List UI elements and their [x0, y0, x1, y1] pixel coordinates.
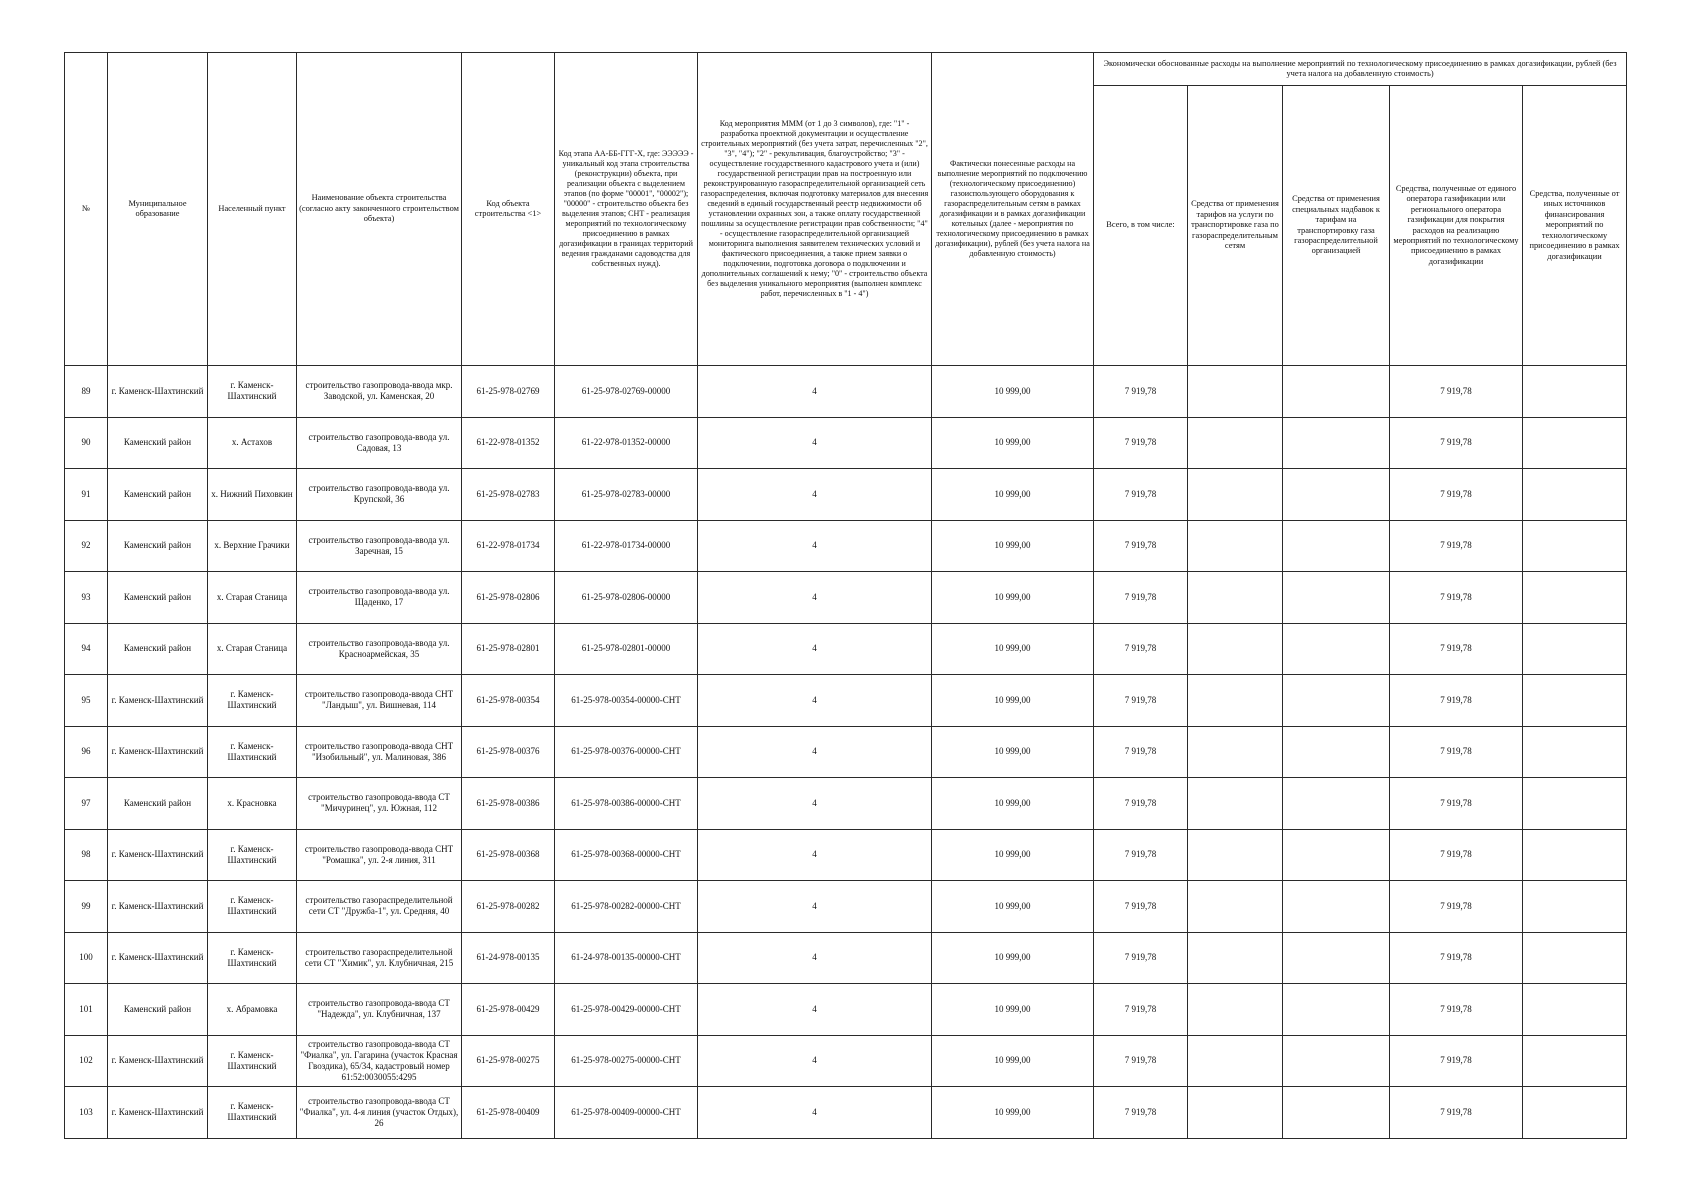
cell-object-code: 61-25-978-02801 [462, 623, 555, 675]
cell-object-code: 61-25-978-00354 [462, 675, 555, 727]
cell-object-name: строительство газопровода-ввода ул. Красноармейская, 35 [297, 623, 462, 675]
header-other-funds: Средства, полученные от иных источников финансирования мероприятий по технологическому присоединению в рамках догазификации [1523, 86, 1627, 366]
cell-actual-costs: 10 999,00 [932, 417, 1094, 469]
cell-settlement: х. Верхние Грачики [208, 520, 297, 572]
cell-num: 98 [65, 829, 108, 881]
cell-object-code: 61-25-978-00376 [462, 726, 555, 778]
cell-total: 7 919,78 [1094, 469, 1188, 521]
cell-total: 7 919,78 [1094, 366, 1188, 418]
header-operator-funds: Средства, полученные от единого оператора газификации или регионального оператора газификации для покрытия расходов на реализацию мероприятий по технологическому присоединению в рамках догазификации [1390, 86, 1523, 366]
cell-stage-code: 61-25-978-00386-00000-СНТ [555, 778, 698, 830]
cell-tariff-funds [1188, 1035, 1283, 1087]
cell-actual-costs: 10 999,00 [932, 984, 1094, 1036]
cell-object-code: 61-22-978-01352 [462, 417, 555, 469]
cell-tariff-funds [1188, 932, 1283, 984]
table-row [65, 881, 1627, 933]
cell-actual-costs: 10 999,00 [932, 520, 1094, 572]
table-row [65, 469, 1627, 521]
cell-other-funds [1523, 726, 1627, 778]
cell-object-name: строительство газопровода-ввода СТ "Фиалка", ул. 4-я линия (участок Отдых), 26 [297, 1087, 462, 1139]
cell-tariff-funds [1188, 829, 1283, 881]
table-row [65, 778, 1627, 830]
cell-settlement: г. Каменск-Шахтинский [208, 1087, 297, 1139]
cell-operator-funds: 7 919,78 [1390, 726, 1523, 778]
cell-other-funds [1523, 572, 1627, 624]
cell-stage-code: 61-25-978-02783-00000 [555, 469, 698, 521]
cell-object-code: 61-25-978-00429 [462, 984, 555, 1036]
cell-municipality: г. Каменск-Шахтинский [108, 829, 208, 881]
cell-tariff-funds [1188, 623, 1283, 675]
cell-num: 102 [65, 1035, 108, 1087]
cell-other-funds [1523, 623, 1627, 675]
cell-object-code: 61-25-978-00275 [462, 1035, 555, 1087]
cell-tariff-funds [1188, 417, 1283, 469]
cell-total: 7 919,78 [1094, 881, 1188, 933]
cell-object-name: строительство газопровода-ввода мкр. Заводской, ул. Каменская, 20 [297, 366, 462, 418]
cell-surcharge-funds [1283, 623, 1390, 675]
cell-activity-code: 4 [698, 829, 932, 881]
cell-object-name: строительство газопровода-ввода СТ "Фиалка", ул. Гагарина (участок Красная Гвоздика), 65/34, кадастровый номер 61:52:0030055:4295 [297, 1035, 462, 1087]
cell-num: 90 [65, 417, 108, 469]
cell-operator-funds: 7 919,78 [1390, 366, 1523, 418]
cell-tariff-funds [1188, 469, 1283, 521]
cell-object-code: 61-25-978-00386 [462, 778, 555, 830]
cell-stage-code: 61-25-978-00409-00000-СНТ [555, 1087, 698, 1139]
table-row [65, 726, 1627, 778]
cell-num: 101 [65, 984, 108, 1036]
cell-settlement: х. Красновка [208, 778, 297, 830]
cell-activity-code: 4 [698, 623, 932, 675]
header-stage-code: Код этапа АА-ББ-ГГГ-Х, где: ЭЭЭЭЭ - уникальный код этапа строительства (реконструкции) объекта, при реализации объекта с выделением этапов (по форме "00001", "00002"); "00000" - строительство объекта без выделения этапов; СНТ - реализация мероприятий по технологическому присоединению в рамках догазификации в границах территорий ведения гражданами садоводства для собственных нужд). [555, 53, 698, 366]
cell-tariff-funds [1188, 984, 1283, 1036]
cell-operator-funds: 7 919,78 [1390, 778, 1523, 830]
cell-stage-code: 61-25-978-00275-00000-СНТ [555, 1035, 698, 1087]
cell-total: 7 919,78 [1094, 417, 1188, 469]
cell-stage-code: 61-22-978-01352-00000 [555, 417, 698, 469]
cell-object-name: строительство газораспределительной сети СТ "Дружба-1", ул. Средняя, 40 [297, 881, 462, 933]
cell-operator-funds: 7 919,78 [1390, 469, 1523, 521]
cell-stage-code: 61-25-978-00282-00000-СНТ [555, 881, 698, 933]
cell-settlement: г. Каменск-Шахтинский [208, 726, 297, 778]
cell-object-name: строительство газопровода-ввода ул. Крупской, 36 [297, 469, 462, 521]
cell-surcharge-funds [1283, 881, 1390, 933]
table-row [65, 623, 1627, 675]
cell-object-name: строительство газопровода-ввода СНТ "Ландыш", ул. Вишневая, 114 [297, 675, 462, 727]
header-total: Всего, в том числе: [1094, 86, 1188, 366]
header-surcharge-funds: Средства от применения специальных надбавок к тарифам на транспортировку газа газораспределительной организацией [1283, 86, 1390, 366]
cell-total: 7 919,78 [1094, 1087, 1188, 1139]
cell-surcharge-funds [1283, 1035, 1390, 1087]
cell-operator-funds: 7 919,78 [1390, 623, 1523, 675]
cell-total: 7 919,78 [1094, 829, 1188, 881]
cell-settlement: г. Каменск-Шахтинский [208, 1035, 297, 1087]
header-municipality: Муниципальное образование [108, 53, 208, 366]
cell-num: 94 [65, 623, 108, 675]
table-row [65, 417, 1627, 469]
cell-actual-costs: 10 999,00 [932, 829, 1094, 881]
cell-stage-code: 61-25-978-00354-00000-СНТ [555, 675, 698, 727]
table-row [65, 572, 1627, 624]
cell-object-code: 61-24-978-00135 [462, 932, 555, 984]
cell-municipality: Каменский район [108, 469, 208, 521]
cell-object-code: 61-25-978-00282 [462, 881, 555, 933]
cell-actual-costs: 10 999,00 [932, 881, 1094, 933]
cell-surcharge-funds [1283, 572, 1390, 624]
cell-municipality: г. Каменск-Шахтинский [108, 881, 208, 933]
cell-surcharge-funds [1283, 417, 1390, 469]
cell-actual-costs: 10 999,00 [932, 623, 1094, 675]
cell-operator-funds: 7 919,78 [1390, 520, 1523, 572]
cell-stage-code: 61-22-978-01734-00000 [555, 520, 698, 572]
cell-num: 103 [65, 1087, 108, 1139]
cell-tariff-funds [1188, 778, 1283, 830]
cell-tariff-funds [1188, 675, 1283, 727]
cell-total: 7 919,78 [1094, 932, 1188, 984]
cell-other-funds [1523, 417, 1627, 469]
header-tariff-funds: Средства от применения тарифов на услуги по транспортировке газа по газораспределительным сетям [1188, 86, 1283, 366]
cell-total: 7 919,78 [1094, 778, 1188, 830]
cell-total: 7 919,78 [1094, 675, 1188, 727]
cell-stage-code: 61-24-978-00135-00000-СНТ [555, 932, 698, 984]
cell-total: 7 919,78 [1094, 572, 1188, 624]
cell-surcharge-funds [1283, 675, 1390, 727]
cell-tariff-funds [1188, 572, 1283, 624]
cell-object-name: строительство газопровода-ввода ул. Заречная, 15 [297, 520, 462, 572]
cell-municipality: г. Каменск-Шахтинский [108, 932, 208, 984]
cell-municipality: Каменский район [108, 623, 208, 675]
cell-tariff-funds [1188, 520, 1283, 572]
cell-operator-funds: 7 919,78 [1390, 984, 1523, 1036]
cell-municipality: г. Каменск-Шахтинский [108, 366, 208, 418]
cell-surcharge-funds [1283, 520, 1390, 572]
cell-operator-funds: 7 919,78 [1390, 417, 1523, 469]
cell-activity-code: 4 [698, 417, 932, 469]
cell-other-funds [1523, 366, 1627, 418]
table-row [65, 1087, 1627, 1139]
cell-object-code: 61-25-978-02783 [462, 469, 555, 521]
cell-tariff-funds [1188, 366, 1283, 418]
cell-other-funds [1523, 1087, 1627, 1139]
cell-settlement: г. Каменск-Шахтинский [208, 675, 297, 727]
cell-municipality: г. Каменск-Шахтинский [108, 726, 208, 778]
cell-operator-funds: 7 919,78 [1390, 932, 1523, 984]
cell-stage-code: 61-25-978-00429-00000-СНТ [555, 984, 698, 1036]
cell-operator-funds: 7 919,78 [1390, 881, 1523, 933]
header-object-name: Наименование объекта строительства (согласно акту законченного строительством объекта) [297, 53, 462, 366]
cell-surcharge-funds [1283, 366, 1390, 418]
cell-other-funds [1523, 675, 1627, 727]
table-body [65, 366, 1627, 1139]
cell-municipality: г. Каменск-Шахтинский [108, 675, 208, 727]
cell-activity-code: 4 [698, 726, 932, 778]
cell-object-code: 61-25-978-02769 [462, 366, 555, 418]
cell-settlement: х. Астахов [208, 417, 297, 469]
cell-actual-costs: 10 999,00 [932, 1087, 1094, 1139]
cell-other-funds [1523, 829, 1627, 881]
cell-municipality: Каменский район [108, 984, 208, 1036]
cell-operator-funds: 7 919,78 [1390, 572, 1523, 624]
table-row [65, 675, 1627, 727]
cell-municipality: г. Каменск-Шахтинский [108, 1035, 208, 1087]
cell-stage-code: 61-25-978-02806-00000 [555, 572, 698, 624]
cell-settlement: г. Каменск-Шахтинский [208, 932, 297, 984]
cell-num: 100 [65, 932, 108, 984]
cell-surcharge-funds [1283, 984, 1390, 1036]
cell-other-funds [1523, 984, 1627, 1036]
cell-num: 93 [65, 572, 108, 624]
cell-surcharge-funds [1283, 932, 1390, 984]
cell-other-funds [1523, 881, 1627, 933]
cell-actual-costs: 10 999,00 [932, 366, 1094, 418]
cell-object-name: строительство газораспределительной сети СТ "Химик", ул. Клубничная, 215 [297, 932, 462, 984]
cost-table [64, 52, 1627, 1139]
cell-activity-code: 4 [698, 572, 932, 624]
cell-actual-costs: 10 999,00 [932, 932, 1094, 984]
cell-stage-code: 61-25-978-00368-00000-СНТ [555, 829, 698, 881]
cell-object-code: 61-25-978-02806 [462, 572, 555, 624]
cell-num: 96 [65, 726, 108, 778]
cell-activity-code: 4 [698, 1087, 932, 1139]
table-row [65, 1035, 1627, 1087]
cell-num: 91 [65, 469, 108, 521]
cell-settlement: г. Каменск-Шахтинский [208, 366, 297, 418]
header-actual-costs: Фактически понесенные расходы на выполнение мероприятий по подключению (технологическому присоединению) газоиспользующего оборудования к газораспределительным сетям в рамках догазификации и в рамках догазификации котельных (далее - мероприятия по технологическому присоединению в рамках догазификации), рублей (без учета налога на добавленную стоимость) [932, 53, 1094, 366]
cell-num: 97 [65, 778, 108, 830]
cell-operator-funds: 7 919,78 [1390, 1035, 1523, 1087]
cell-actual-costs: 10 999,00 [932, 778, 1094, 830]
cell-stage-code: 61-25-978-02801-00000 [555, 623, 698, 675]
table-row [65, 829, 1627, 881]
cell-other-funds [1523, 520, 1627, 572]
cell-stage-code: 61-25-978-00376-00000-СНТ [555, 726, 698, 778]
cell-settlement: х. Старая Станица [208, 623, 297, 675]
cell-operator-funds: 7 919,78 [1390, 675, 1523, 727]
cell-object-name: строительство газопровода-ввода СНТ "Изобильный", ул. Малиновая, 386 [297, 726, 462, 778]
cell-total: 7 919,78 [1094, 1035, 1188, 1087]
cell-actual-costs: 10 999,00 [932, 675, 1094, 727]
cell-activity-code: 4 [698, 675, 932, 727]
cell-object-code: 61-25-978-00368 [462, 829, 555, 881]
cell-tariff-funds [1188, 1087, 1283, 1139]
cell-total: 7 919,78 [1094, 623, 1188, 675]
cell-surcharge-funds [1283, 469, 1390, 521]
cell-settlement: г. Каменск-Шахтинский [208, 881, 297, 933]
cell-municipality: Каменский район [108, 417, 208, 469]
header-num: № [65, 53, 108, 366]
cell-activity-code: 4 [698, 932, 932, 984]
cell-activity-code: 4 [698, 881, 932, 933]
table-row [65, 984, 1627, 1036]
cell-other-funds [1523, 932, 1627, 984]
cell-num: 95 [65, 675, 108, 727]
cell-settlement: х. Нижний Пиховкин [208, 469, 297, 521]
cell-operator-funds: 7 919,78 [1390, 1087, 1523, 1139]
cell-tariff-funds [1188, 881, 1283, 933]
cell-actual-costs: 10 999,00 [932, 1035, 1094, 1087]
cell-object-name: строительство газопровода-ввода СТ "Надежда", ул. Клубничная, 137 [297, 984, 462, 1036]
cell-object-name: строительство газопровода-ввода СТ "Мичуринец", ул. Южная, 112 [297, 778, 462, 830]
cell-tariff-funds [1188, 726, 1283, 778]
cell-activity-code: 4 [698, 1035, 932, 1087]
cell-settlement: х. Абрамовка [208, 984, 297, 1036]
cell-object-code: 61-22-978-01734 [462, 520, 555, 572]
cell-num: 99 [65, 881, 108, 933]
cell-actual-costs: 10 999,00 [932, 726, 1094, 778]
cell-municipality: Каменский район [108, 572, 208, 624]
cell-operator-funds: 7 919,78 [1390, 829, 1523, 881]
cell-activity-code: 4 [698, 520, 932, 572]
cell-total: 7 919,78 [1094, 726, 1188, 778]
cell-municipality: Каменский район [108, 520, 208, 572]
table-row [65, 932, 1627, 984]
cell-other-funds [1523, 1035, 1627, 1087]
cell-other-funds [1523, 778, 1627, 830]
cell-surcharge-funds [1283, 778, 1390, 830]
table-row [65, 366, 1627, 418]
cell-other-funds [1523, 469, 1627, 521]
header-activity-code: Код мероприятия МММ (от 1 до 3 символов), где: "1" - разработка проектной документации и осуществление строительных мероприятий (без учета затрат, перечисленных "2", "3", "4"); "2" - рекультивация, благоустройство; "3" - осуществление государственного кадастрового учета и (или) государственной регистрации прав на построенную или реконструированную газораспределительной организацией сеть газораспределения, включая подготовку материалов для внесения сведений в единый государственный реестр недвижимости об установлении охранных зон, а также оплату государственной пошлины за осуществление регистрации прав собственности; "4" - осуществление газораспределительной организацией мониторинга выполнения заявителем технических условий и фактического присоединения, а также прием заявки о подключении, подготовка договора о подключении и дополнительных соглашений к нему; "0" - строительство объекта без выделения уникального мероприятия (выполнен комплекс работ, перечисленных в "1 - 4") [698, 53, 932, 366]
cell-object-name: строительство газопровода-ввода СНТ "Ромашка", ул. 2-я линия, 311 [297, 829, 462, 881]
table-header [65, 53, 1627, 366]
cell-activity-code: 4 [698, 984, 932, 1036]
cell-surcharge-funds [1283, 1087, 1390, 1139]
header-object-code: Код объекта строительства <1> [462, 53, 555, 366]
cell-stage-code: 61-25-978-02769-00000 [555, 366, 698, 418]
cell-activity-code: 4 [698, 366, 932, 418]
cell-municipality: г. Каменск-Шахтинский [108, 1087, 208, 1139]
cell-actual-costs: 10 999,00 [932, 469, 1094, 521]
header-settlement: Населенный пункт [208, 53, 297, 366]
cell-municipality: Каменский район [108, 778, 208, 830]
cell-object-name: строительство газопровода-ввода ул. Щаденко, 17 [297, 572, 462, 624]
cell-actual-costs: 10 999,00 [932, 572, 1094, 624]
table-row [65, 520, 1627, 572]
cell-settlement: г. Каменск-Шахтинский [208, 829, 297, 881]
cell-object-code: 61-25-978-00409 [462, 1087, 555, 1139]
cell-activity-code: 4 [698, 778, 932, 830]
cell-activity-code: 4 [698, 469, 932, 521]
cell-total: 7 919,78 [1094, 520, 1188, 572]
header-econ-group: Экономически обоснованные расходы на выполнение мероприятий по технологическому присоединению в рамках догазификации, рублей (без учета налога на добавленную стоимость) [1094, 53, 1627, 86]
cell-surcharge-funds [1283, 726, 1390, 778]
cell-settlement: х. Старая Станица [208, 572, 297, 624]
cell-surcharge-funds [1283, 829, 1390, 881]
cell-num: 89 [65, 366, 108, 418]
cell-num: 92 [65, 520, 108, 572]
cell-object-name: строительство газопровода-ввода ул. Садовая, 13 [297, 417, 462, 469]
cell-total: 7 919,78 [1094, 984, 1188, 1036]
